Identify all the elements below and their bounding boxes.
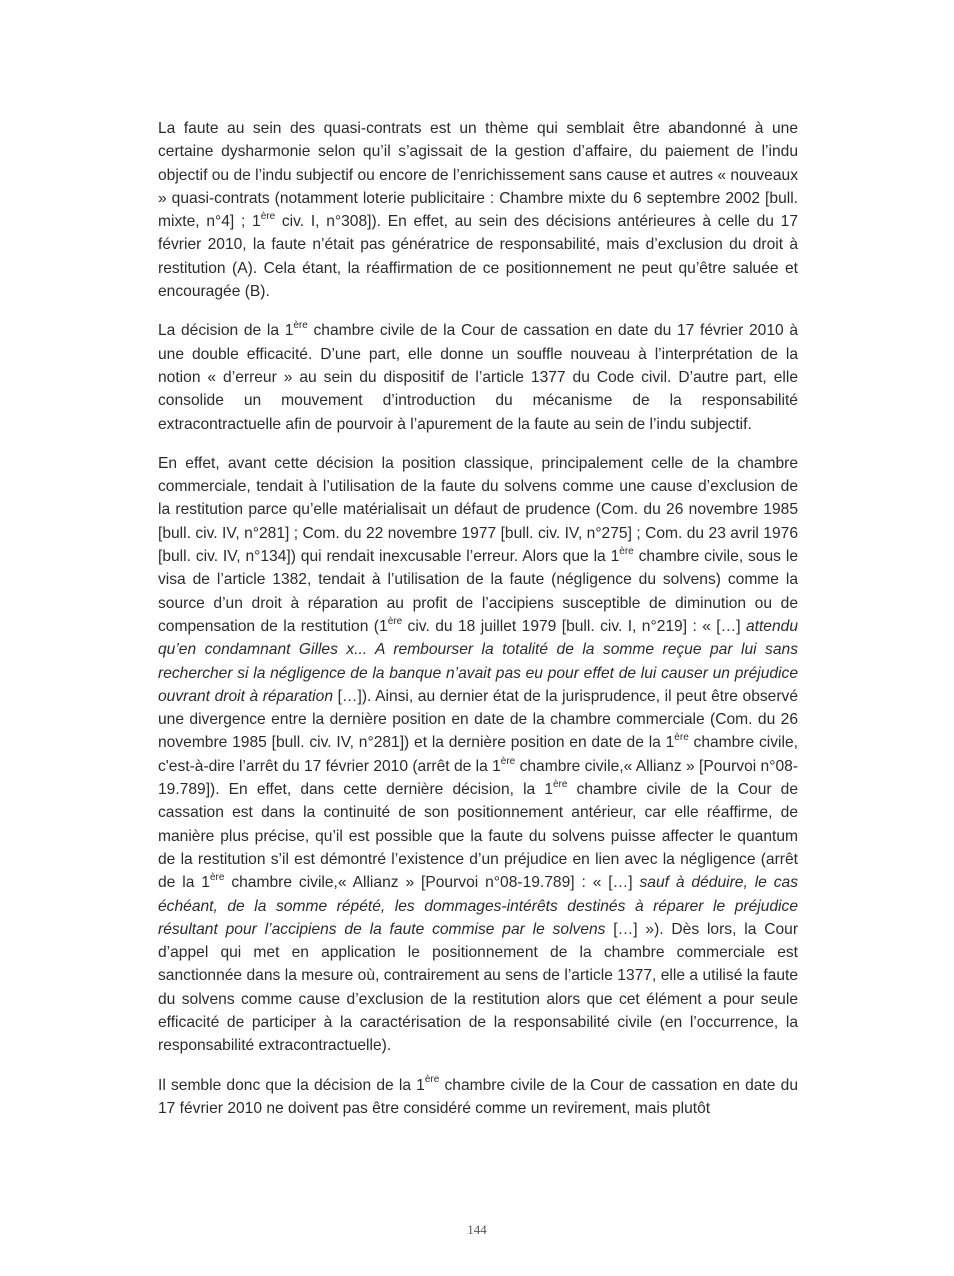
paragraph-decision: [158, 319, 798, 435]
paragraph-conclusion: [158, 1074, 798, 1121]
superscript: ère: [424, 1074, 440, 1086]
page-number: 144: [467, 1222, 487, 1237]
superscript: ère: [293, 320, 308, 332]
text-segment: Il semble donc que la décision de la 1: [158, 1076, 425, 1094]
text-segment: chambre civile de la Cour de cassation en date du 17 février 2010 à une double efficacité. D’une part, elle donne un souffle nouveau à l’interprétation de la notion « d’erreur » au sein du dispositif de l’article 1377 du Code civil. D’autre part, elle consolide un mouvement d’introduction du mécanisme de la responsabilité extracontractuelle afin de pourvoir à l’apurement de la faute au sein de l’indu subjectif.: [158, 322, 799, 433]
superscript: ère: [500, 755, 516, 767]
text-segment: chambre civile, sous le visa de l’article 1382, tendait à l’utilisation de la faute (négligence du solvens) comme la source d’un droit à réparation au profit de l’accipiens susceptible de diminution ou de compensation de la restitution (1: [158, 548, 798, 635]
text-segment: civ. I, n°308]). En effet, au sein des décisions antérieures à celle du 17 février 2010, la faute n’était pas génératrice de responsabilité, mais d’exclusion du droit à restitution (A). Cela étant, la réaffirmation de ce positionnement ne peut qu’être saluée et encouragée (B).: [158, 213, 798, 301]
superscript: ère: [619, 545, 634, 557]
text-segment: […] »). Dès lors, la Cour d’appel qui met en application le positionnement de la chambre commerciale est sanctionnée dans la mesure où, contrairement au sens de l’article 1377, elle a utilisé la faute du solvens comme cause d’exclusion de la restitution alors que cet élément a pour seule efficacité de participer à la caractérisation de la responsabilité civile (en l’occurrence, la responsabilité extracontractuelle).: [158, 920, 799, 1055]
text-segment: En effet, avant cette décision la position classique, principalement celle de la chambre commerciale, tendait à l’utilisation de la faute du solvens comme une cause d’exclusion de la restitution parce qu’elle matérialisait un défaut de prudence (Com. du 26 novembre 1985 [bull. civ. IV, n°281] ; Com. du 22 novembre 1977 [bull. civ. IV, n°275] ; Com. du 23 avril 1976 [bull. civ. IV, n°134]) qui rendait inexcusable l’erreur. Alors que la 1: [158, 454, 798, 566]
text-segment: La décision de la 1: [158, 322, 294, 340]
text-segment: chambre civile,« Allianz » [Pourvoi n°08-19.789]). En effet, dans cette dernière décision, la 1: [158, 757, 798, 799]
text-segment: chambre civile,« Allianz » [Pourvoi n°08-19.789] : « […]: [224, 874, 640, 892]
superscript: ère: [387, 615, 403, 627]
superscript: ère: [260, 211, 276, 222]
quotation-italic: attendu qu’en condamnant Gilles x... A rembourser la totalité de la somme reçue par lui sans rechercher si la négligence de la banque n’avait pas eu pour effet de lui causer un préjudice ouvrant droit à réparation: [158, 617, 798, 705]
text-segment: civ. du 18 juillet 1979 [bull. civ. I, n°219] : « […]: [402, 617, 746, 635]
quotation-italic: sauf à déduire, le cas échéant, de la somme répété, les dommages-intérêts destinés à réparer le préjudice résultant pour l’accipiens de la faute commise par le solvens: [158, 874, 798, 938]
text-segment: chambre civile de la Cour de cassation est dans la continuité de son positionnement antérieur, car elle réaffirme, de manière plus précise, qu’il est possible que la faute du solvens puisse affecter le quantum de la restitution s’il est démontré l’existence d’un préjudice en lien avec la négligence (arrêt de la 1: [158, 781, 798, 892]
text-segment: […]). Ainsi, au dernier état de la jurisprudence, il peut être observé une divergence entre la dernière position en date de la chambre commerciale (Com. du 26 novembre 1985 [bull. civ. IV, n°281]) et la dernière position en date de la 1: [158, 687, 799, 752]
paragraph-jurisprudence: [158, 452, 798, 1058]
superscript: ère: [209, 872, 225, 884]
text-segment: La faute au sein des quasi-contrats est un thème qui semblait être abandonné à une certaine dysharmonie selon qu’il s’agissait de la gestion d’affaire, du paiement de l’indu objectif ou de l’indu subjectif ou encore de l’enrichissement sans cause et autres « nouveaux » quasi-contrats (notamment loterie publicitaire : Chambre mixte du 6 septembre 2002 [bull. mixte, n°4] ; 1: [158, 120, 798, 231]
superscript: ère: [553, 778, 568, 790]
superscript: ère: [674, 732, 689, 744]
text-segment: chambre civile, c'est-à-dire l’arrêt du 17 février 2010 (arrêt de la 1: [158, 734, 798, 775]
paragraph-intro: [158, 117, 798, 303]
page-body: [158, 117, 798, 1136]
text-segment: chambre civile de la Cour de cassation en date du 17 février 2010 ne doivent pas être considéré comme un revirement, mais plutôt: [158, 1076, 798, 1117]
